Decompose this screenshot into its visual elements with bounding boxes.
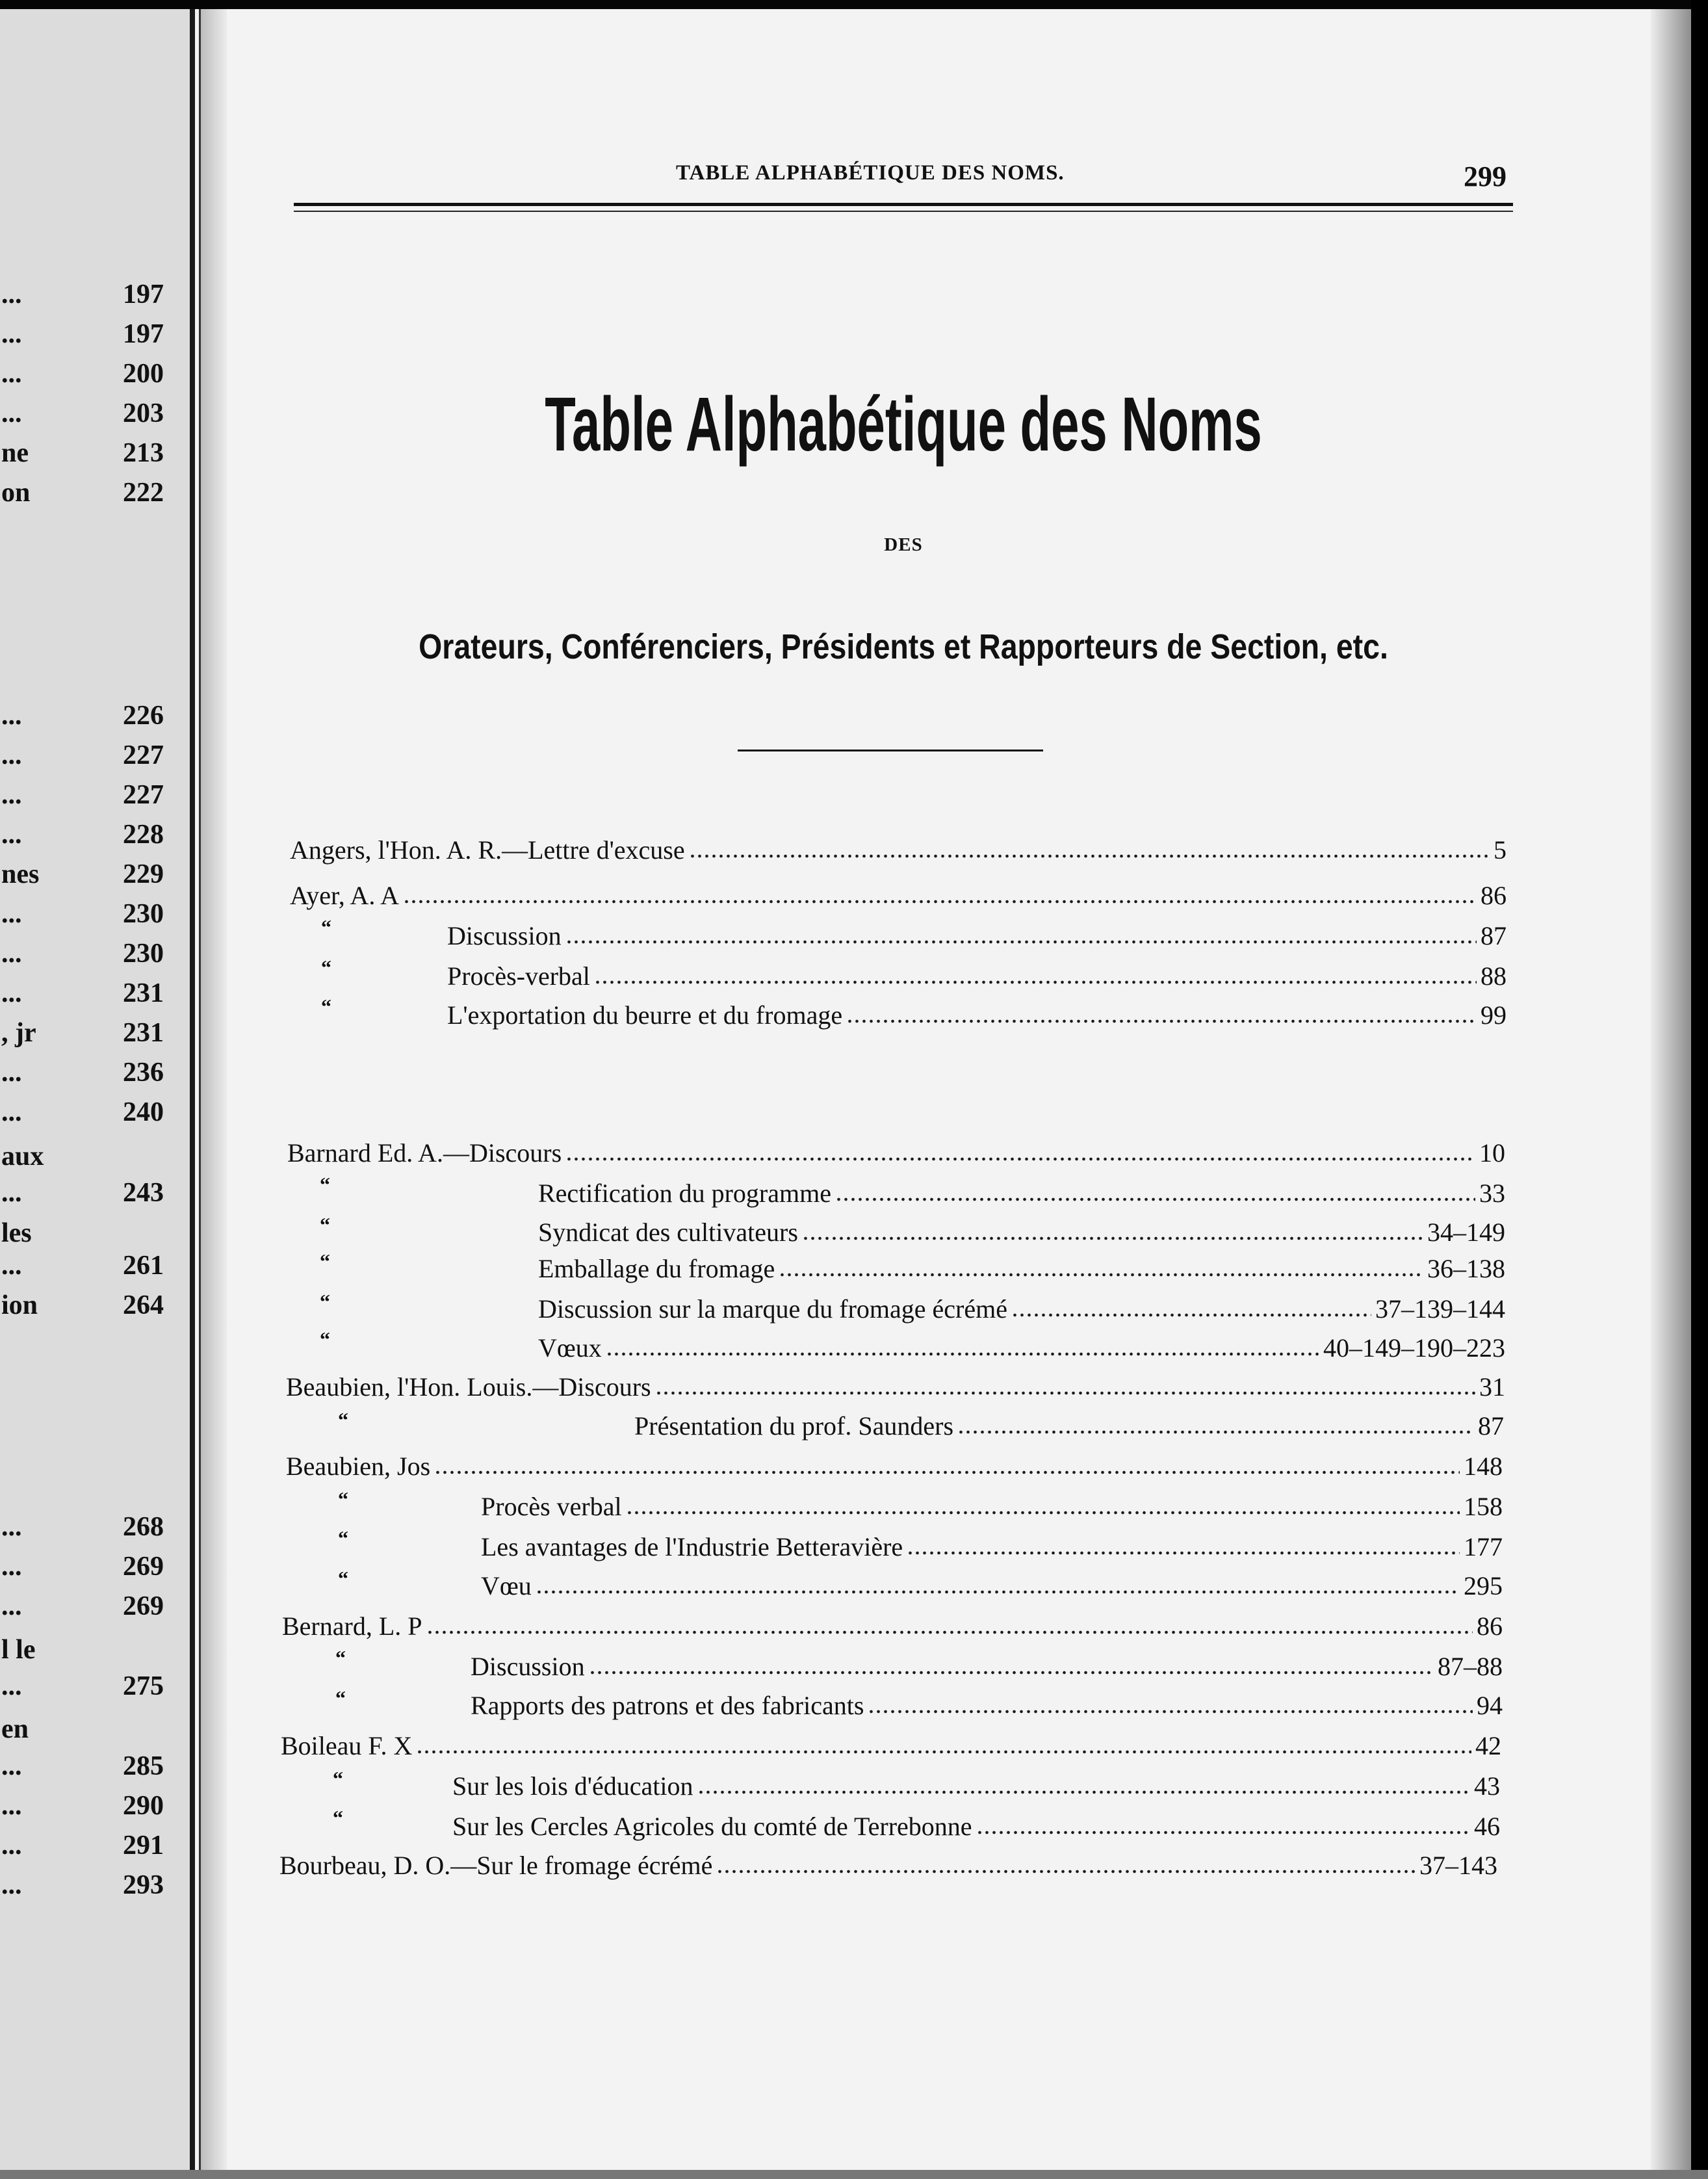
facing-entry: ... 243	[1, 1178, 164, 1208]
index-subentry: Vœu 295	[481, 1571, 1503, 1600]
facing-entry: ... 293	[1, 1870, 164, 1900]
facing-entry: en	[1, 1714, 29, 1744]
page-subtitle: Orateurs, Conférenciers, Présidents et Rapporteurs de Section, etc.	[419, 627, 1388, 666]
ditto-mark: “	[320, 1213, 330, 1236]
ditto-mark: “	[333, 1767, 343, 1790]
gutter-line	[190, 0, 195, 2179]
index-subentry: Présentation du prof. Saunders 87	[634, 1411, 1504, 1441]
index-entry: Bourbeau, D. O.—Sur le fromage écrémé 37–143	[279, 1851, 1497, 1880]
index-subentry: Discussion 87	[447, 921, 1507, 950]
ditto-mark: “	[338, 1567, 348, 1590]
ditto-mark: “	[335, 1686, 346, 1710]
index-subentry: Rapports des patrons et des fabricants 94	[471, 1691, 1503, 1720]
header-rule	[294, 203, 1513, 206]
facing-entry: ... 200	[1, 359, 164, 389]
ditto-mark: “	[321, 995, 331, 1018]
index-subentry: Procès verbal 158	[481, 1492, 1503, 1521]
facing-entry: ne 213	[1, 438, 164, 468]
gutter-shadow	[201, 0, 227, 2179]
facing-entry: aux	[1, 1142, 44, 1171]
index-entry: Ayer, A. A 86	[290, 881, 1507, 910]
page-title: Table Alphabétique des Noms	[545, 382, 1262, 467]
ditto-mark: “	[338, 1526, 348, 1550]
title-connector: DES	[884, 534, 923, 555]
index-entry: Barnard Ed. A.—Discours 10	[287, 1138, 1505, 1168]
ditto-mark: “	[320, 1173, 330, 1196]
index-subentry: Sur les Cercles Agricoles du comté de Terrebonne 46	[452, 1812, 1500, 1841]
facing-entry: ... 291	[1, 1831, 164, 1860]
running-head: TABLE ALPHABÉTIQUE DES NOMS.	[676, 161, 1065, 185]
index-subentry: Procès-verbal 88	[447, 961, 1507, 991]
ditto-mark: “	[333, 1806, 343, 1829]
index-entry: Beaubien, l'Hon. Louis.—Discours 31	[286, 1372, 1505, 1402]
index-subentry: Syndicat des cultivateurs 34–149	[538, 1218, 1505, 1247]
facing-entry: ... 269	[1, 1552, 164, 1582]
facing-entry: ion 264	[1, 1290, 164, 1320]
facing-entry: , jr 231	[1, 1018, 164, 1048]
facing-entry: ... 275	[1, 1671, 164, 1701]
index-subentry: Rectification du programme 33	[538, 1179, 1505, 1208]
facing-entry: on 222	[1, 478, 164, 508]
title-rule	[738, 750, 1043, 751]
scan-border-top	[0, 0, 1708, 9]
facing-entry: ... 227	[1, 780, 164, 810]
ditto-mark: “	[320, 1290, 330, 1313]
index-entry: Boileau F. X 42	[281, 1731, 1501, 1760]
facing-entry: nes 229	[1, 859, 164, 889]
facing-entry: les	[1, 1218, 32, 1248]
ditto-mark: “	[320, 1327, 330, 1351]
index-subentry: Emballage du fromage 36–138	[538, 1254, 1505, 1283]
ditto-mark: “	[320, 1249, 330, 1273]
page-number: 299	[1464, 161, 1507, 192]
facing-entry: ... 197	[1, 319, 164, 349]
index-subentry: Discussion 87–88	[471, 1652, 1503, 1681]
facing-entry: ... 230	[1, 899, 164, 929]
ditto-mark: “	[338, 1487, 348, 1511]
facing-entry: ... 227	[1, 740, 164, 770]
ditto-mark: “	[338, 1408, 348, 1431]
header-rule	[294, 211, 1513, 212]
index-subentry: L'exportation du beurre et du fromage 99	[447, 1000, 1507, 1030]
facing-entry: ... 231	[1, 978, 164, 1008]
index-entry: Beaubien, Jos 148	[286, 1452, 1503, 1481]
scan-border-right	[1691, 0, 1708, 2179]
facing-entry: ... 290	[1, 1791, 164, 1821]
facing-entry: ... 285	[1, 1751, 164, 1781]
facing-entry: l le	[1, 1635, 36, 1665]
scan-border-bottom	[0, 2170, 1708, 2179]
index-subentry: Les avantages de l'Industrie Betteravière 177	[481, 1532, 1503, 1561]
facing-entry: ... 197	[1, 280, 164, 309]
facing-entry: ... 261	[1, 1251, 164, 1281]
ditto-mark: “	[321, 956, 331, 979]
facing-entry: ... 228	[1, 820, 164, 850]
index-subentry: Discussion sur la marque du fromage écrémé 37–139–144	[538, 1294, 1505, 1324]
facing-entry: ... 236	[1, 1058, 164, 1088]
index-subentry: Vœux 40–149–190–223	[538, 1333, 1505, 1363]
facing-entry: ... 268	[1, 1512, 164, 1542]
ditto-mark: “	[321, 915, 331, 939]
facing-entry: ... 203	[1, 398, 164, 428]
index-entry: Angers, l'Hon. A. R.—Lettre d'excuse 5	[290, 835, 1507, 865]
page-edge-shadow	[1651, 0, 1691, 2179]
index-subentry: Sur les lois d'éducation 43	[452, 1771, 1500, 1801]
facing-entry: ... 226	[1, 701, 164, 731]
ditto-mark: “	[335, 1646, 346, 1669]
facing-entry: ... 240	[1, 1097, 164, 1127]
facing-entry: ... 269	[1, 1591, 164, 1621]
index-entry: Bernard, L. P 86	[282, 1611, 1503, 1641]
facing-entry: ... 230	[1, 939, 164, 969]
